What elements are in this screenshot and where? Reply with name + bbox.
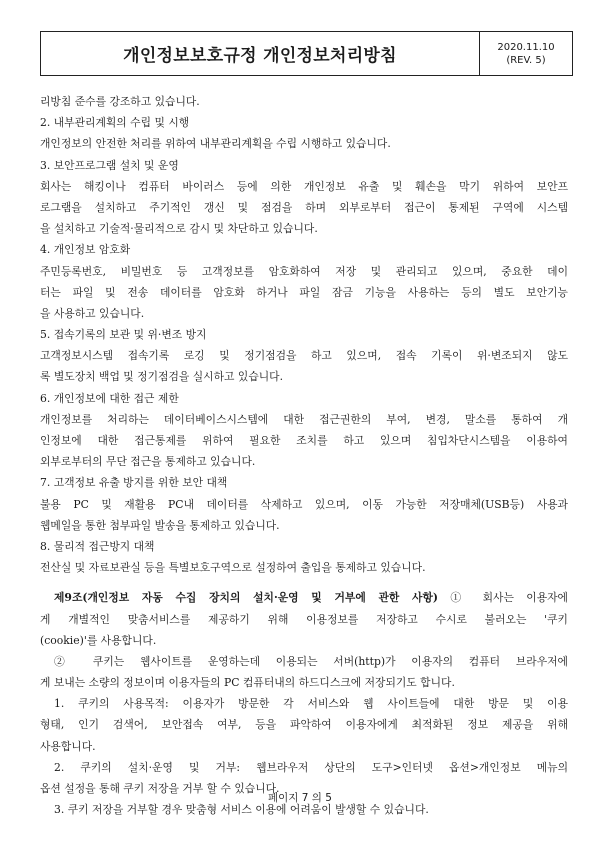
text-line: 전산실 및 자료보관실 등을 특별보호구역으로 설정하여 출입을 통제하고 있습니다. <box>40 561 426 575</box>
text-line: 개인정보를 처리하는 데이터베이스시스템에 대한 접근권한의 부여, 변경, 말소를 통하여 개 <box>40 412 568 426</box>
text-line: 인정보에 대한 접근통제를 위하여 필요한 조치를 하고 있으며 침입차단시스템을 이용하여 <box>40 434 568 447</box>
section-heading: 4. 개인정보 암호화 <box>40 243 131 257</box>
revision-box <box>480 32 572 75</box>
text-line: 로그램을 설치하고 주기적인 갱신 및 점검을 하며 외부로부터 접근이 통제된 구역에 시스템 <box>40 200 568 214</box>
article-9-heading-line <box>40 587 568 608</box>
text-line: 고객정보시스템 접속기록 로깅 및 정기점검을 하고 있으며, 접속 기록이 위·변조되지 않도 <box>40 349 568 363</box>
article-9-text: ① 회사는 이용자에 <box>438 591 568 605</box>
text-line: 형태, 인기 검색어, 보안접속 여부, 등을 파악하여 이용자에게 최적화된 정보 제공을 위해 <box>40 718 568 732</box>
text-line: 게 개별적인 맞춤서비스를 제공하기 위해 이용정보를 저장하고 수시로 불러오는 '쿠키 <box>40 612 568 626</box>
document-body <box>40 91 568 820</box>
text-line: 리방침 준수를 강조하고 있습니다. <box>40 95 200 108</box>
section-heading: 6. 개인정보에 대한 접근 제한 <box>40 391 179 405</box>
text-line: 3. 쿠키 저장을 거부할 경우 맞춤형 서비스 이용에 어려움이 발생할 수 있습니다. <box>54 803 429 817</box>
section-heading: 2. 내부관리계획의 수립 및 시행 <box>40 116 190 130</box>
text-line: 을 설치하고 기술적·물리적으로 감시 및 차단하고 있습니다. <box>40 222 318 236</box>
document-header <box>40 31 573 76</box>
text-line: 터는 파일 및 전송 데이터를 암호화 하거나 파일 잠금 기능을 사용하는 등의 별도 보안기능 <box>40 285 568 299</box>
text-line: 사용합니다. <box>40 739 96 753</box>
text-line: ② 쿠키는 웹사이트를 운영하는데 이용되는 서버(http)가 이용자의 컴퓨터 브라우저에 <box>54 654 568 668</box>
text-line: 게 보내는 소량의 정보이며 이용자들의 PC 컴퓨터내의 하드디스크에 저장되기도 합니다. <box>40 676 455 690</box>
text-line: 록 별도장치 백업 및 정기점검을 실시하고 있습니다. <box>40 370 284 384</box>
revision-date: 2020.11.10 <box>497 41 555 53</box>
section-heading: 7. 고객정보 유출 방지를 위한 보안 대책 <box>40 476 228 490</box>
section-heading: 3. 보안프로그램 설치 및 운영 <box>40 158 179 172</box>
section-heading: 8. 물리적 접근방지 대책 <box>40 539 155 553</box>
text-line: 개인정보의 안전한 처리를 위하여 내부관리계획을 수립 시행하고 있습니다. <box>40 137 391 151</box>
text-line: 옵션 설정을 통해 쿠키 저장을 거부 할 수 있습니다. <box>40 782 280 795</box>
text-line: 주민등록번호, 비밀번호 등 고객정보를 암호화하여 저장 및 관리되고 있으며, 중요한 데이 <box>40 264 568 278</box>
text-line: 을 사용하고 있습니다. <box>40 306 145 320</box>
text-line: 불용 PC 및 재활용 PC내 데이터를 삭제하고 있으며, 이동 가능한 저장매체(USB등) 사용과 <box>40 497 568 511</box>
text-line: 2. 쿠키의 설치·운영 및 거부: 웹브라우저 상단의 도구>인터넷 옵션>개인정보 메뉴의 <box>54 760 568 774</box>
text-line: 회사는 해킹이나 컴퓨터 바이러스 등에 의한 개인정보 유출 및 훼손을 막기 위하여 보안프 <box>40 179 568 193</box>
text-line: 외부로부터의 무단 접근을 통제하고 있습니다. <box>40 455 256 469</box>
document-title: 개인정보보호규정 개인정보처리방침 <box>41 32 480 75</box>
section-heading: 5. 접속기록의 보관 및 위·변조 방지 <box>40 328 207 342</box>
text-line: (cookie)'를 사용합니다. <box>40 633 157 647</box>
page-number: 페이지 7 의 5 <box>268 792 332 804</box>
text-line: 1. 쿠키의 사용목적: 이용자가 방문한 각 서비스와 웹 사이트들에 대한 방문 및 이용 <box>54 697 568 711</box>
article-9-title: 제9조(개인정보 자동 수집 장치의 설치·운영 및 거부에 관한 사항) <box>54 591 439 605</box>
text-line: 웹메일을 통한 첨부파일 발송을 통제하고 있습니다. <box>40 518 280 532</box>
revision-number: (REV. 5) <box>506 54 546 66</box>
